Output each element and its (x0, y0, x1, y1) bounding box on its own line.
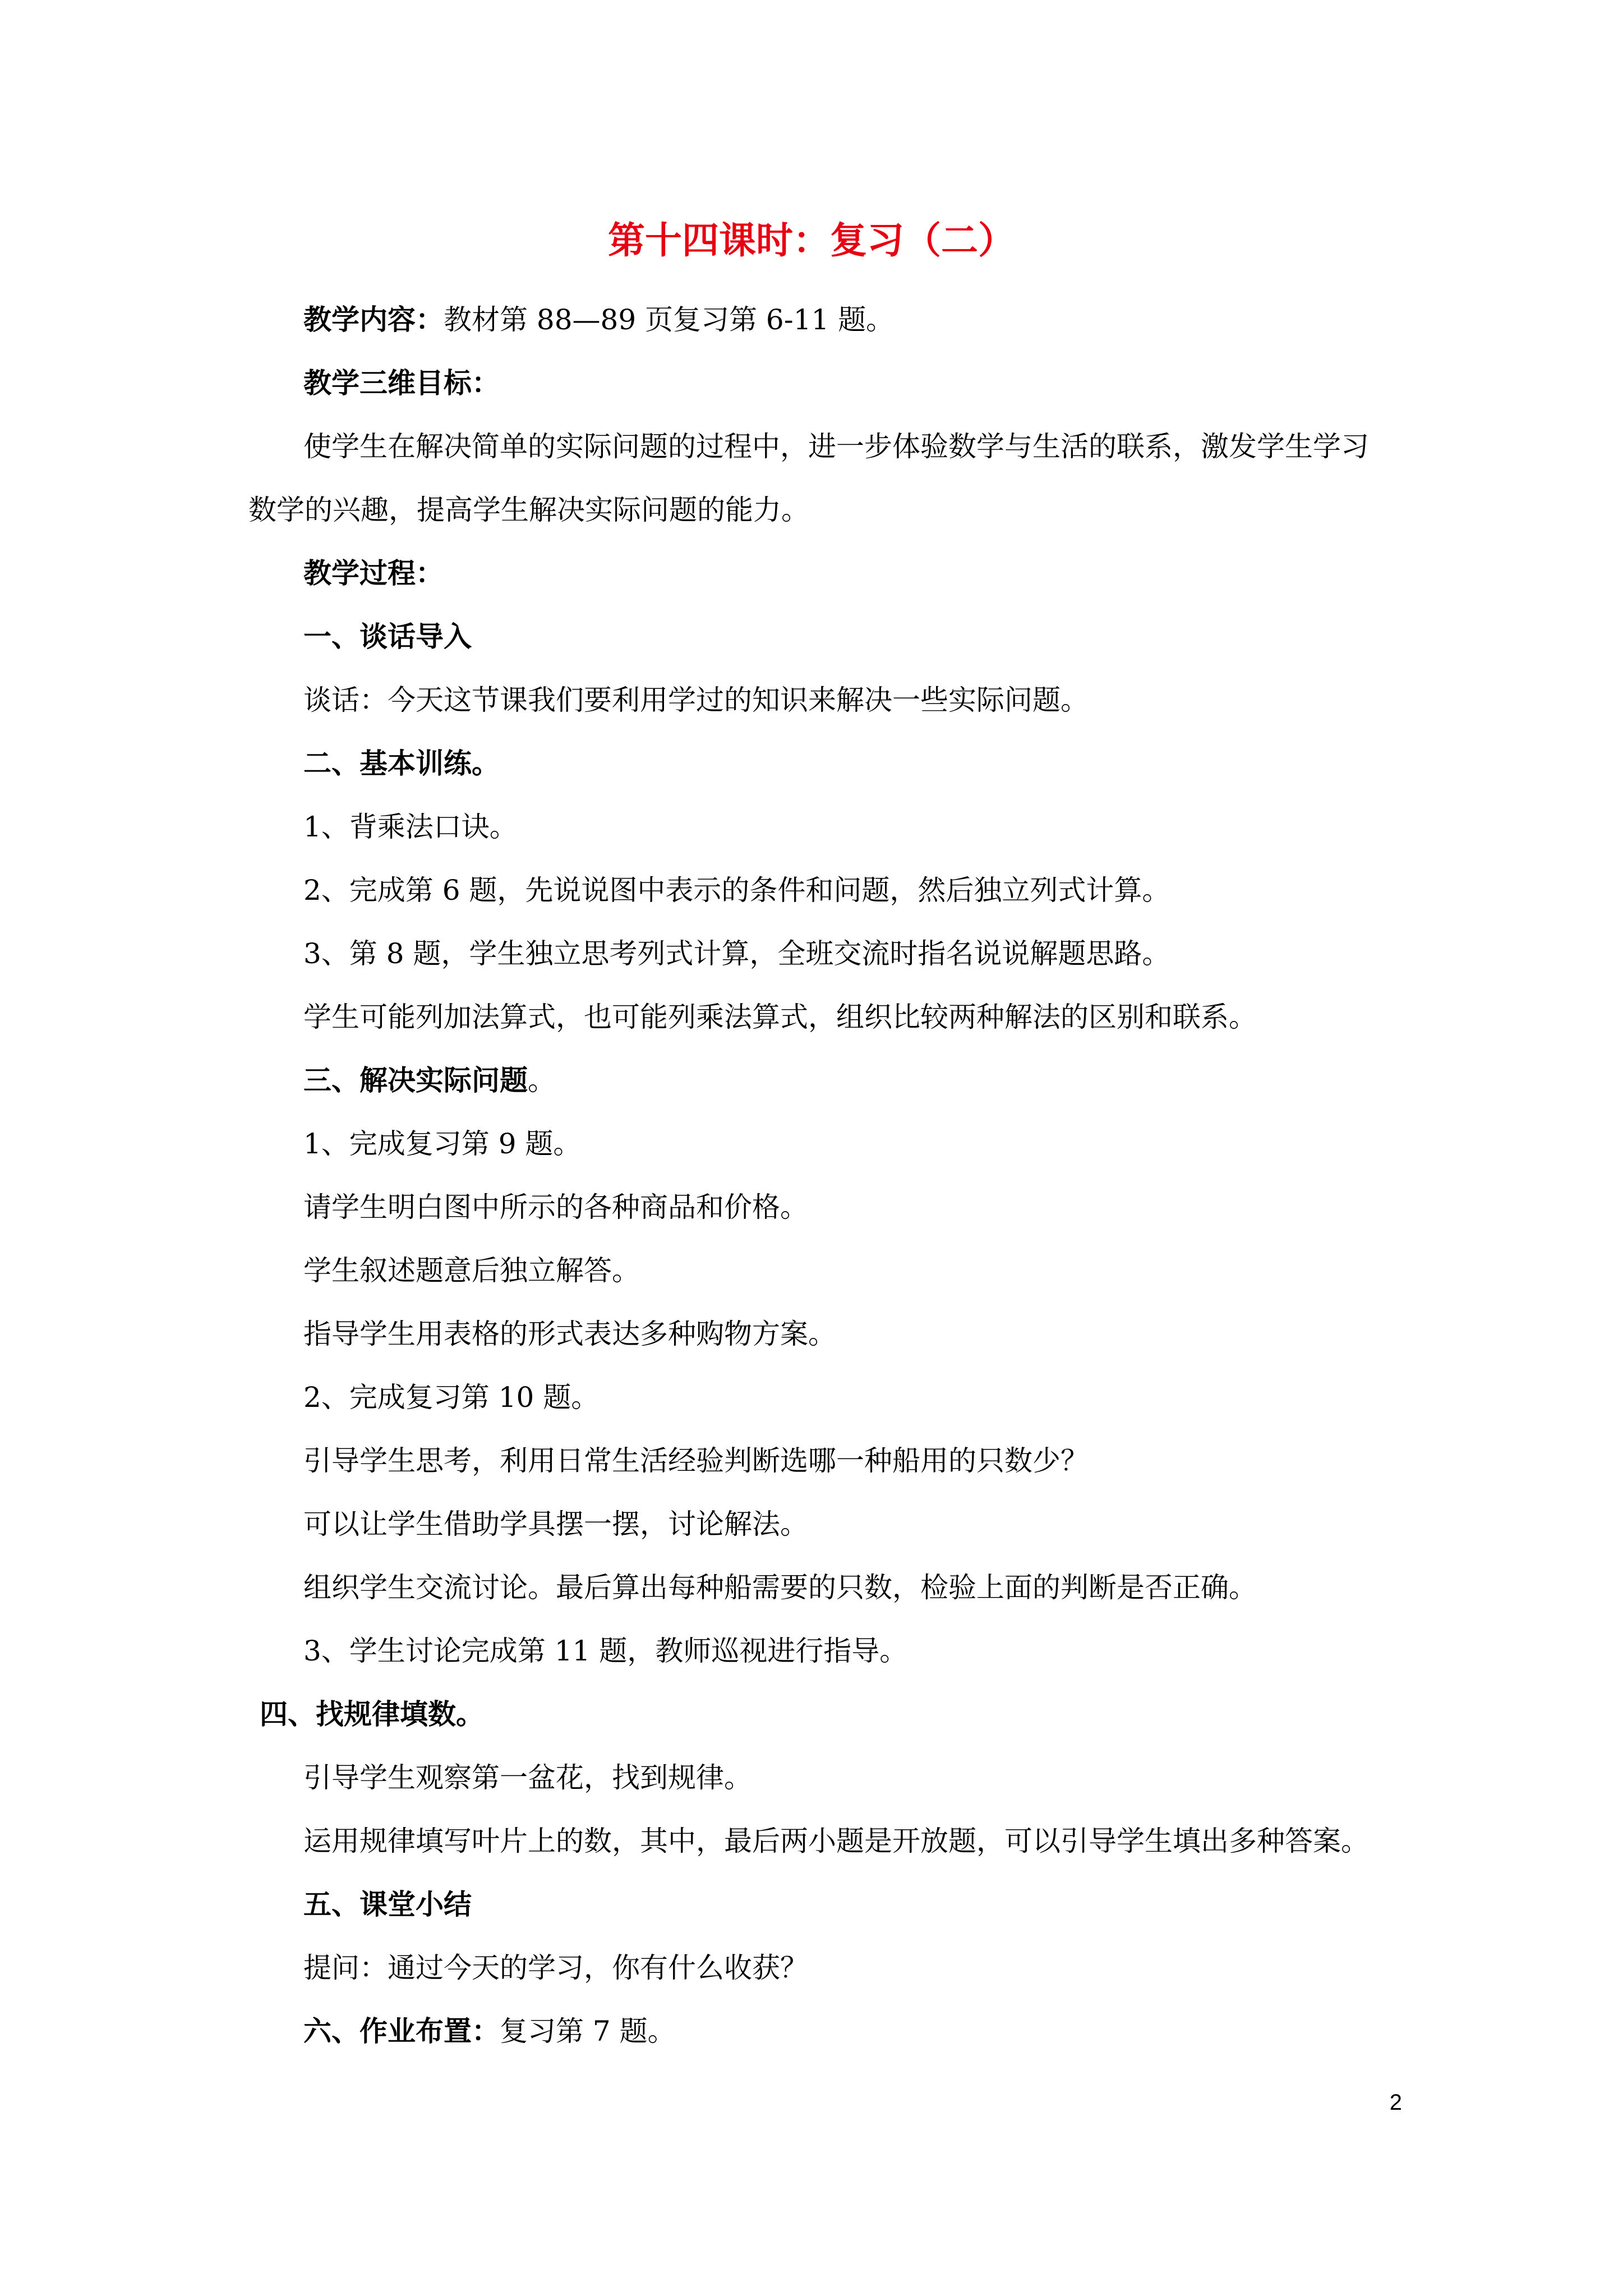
section-3-heading-period: 。 (528, 1064, 556, 1097)
section-3-item-1-a: 请学生明白图中所示的各种商品和价格。 (303, 1191, 808, 1223)
section-6-line (303, 2012, 676, 2051)
objectives-label: 教学三维目标： (303, 366, 500, 399)
teaching-content-line (303, 300, 894, 339)
section-2-item-1: 1、背乘法口诀。 (303, 811, 518, 843)
section-1-heading: 一、谈话导入 (303, 620, 472, 653)
section-2-heading: 二、基本训练。 (303, 747, 500, 780)
objectives-paragraph-line-2: 数学的兴趣，提高学生解决实际问题的能力。 (248, 494, 809, 526)
section-3-heading (303, 1061, 556, 1100)
page-number: 2 (1389, 2090, 1402, 2115)
section-4-text-2: 运用规律填写叶片上的数，其中，最后两小题是开放题，可以引导学生填出多种答案。 (303, 1825, 1369, 1857)
process-label: 教学过程： (303, 556, 444, 590)
section-5-text: 提问：通过今天的学习，你有什么收获？ (303, 1952, 808, 1984)
section-3-item-1: 1、完成复习第 9 题。 (303, 1128, 582, 1160)
section-3-item-3: 3、学生讨论完成第 11 题，教师巡视进行指导。 (303, 1635, 908, 1667)
section-3-heading-text: 三、解决实际问题 (303, 1064, 528, 1097)
section-6-label: 六、作业布置： (303, 2014, 500, 2047)
section-1-text: 谈话：今天这节课我们要利用学过的知识来解决一些实际问题。 (303, 684, 1089, 716)
section-3-item-2-a: 引导学生思考，利用日常生活经验判断选哪一种船用的只数少？ (303, 1444, 1089, 1477)
section-2-item-3-note: 学生可能列加法算式，也可能列乘法算式，组织比较两种解法的区别和联系。 (303, 1001, 1257, 1033)
section-3-item-1-c: 指导学生用表格的形式表达多种购物方案。 (303, 1318, 836, 1350)
section-2-item-3: 3、第 8 题，学生独立思考列式计算，全班交流时指名说说解题思路。 (303, 937, 1170, 970)
section-5-heading: 五、课堂小结 (303, 1888, 472, 1921)
objectives-paragraph-line-1: 使学生在解决简单的实际问题的过程中，进一步体验数学与生活的联系，激发学生学习 (303, 430, 1369, 463)
section-6-text: 复习第 7 题。 (500, 2015, 676, 2047)
section-3-item-2-b: 可以让学生借助学具摆一摆，讨论解法。 (303, 1508, 808, 1540)
section-4-heading: 四、找规律填数。 (260, 1697, 484, 1731)
teaching-content-text: 教材第 88—89 页复习第 6-11 题。 (444, 303, 895, 336)
teaching-content-label: 教学内容： (303, 303, 444, 336)
section-3-item-2: 2、完成复习第 10 题。 (303, 1381, 600, 1414)
section-4-text-1: 引导学生观察第一盆花，找到规律。 (303, 1761, 752, 1794)
section-3-item-1-b: 学生叙述题意后独立解答。 (303, 1254, 640, 1287)
section-3-item-2-c: 组织学生交流讨论。最后算出每种船需要的只数，检验上面的判断是否正确。 (303, 1571, 1257, 1604)
lesson-title: 第十四课时：复习（二） (608, 218, 1015, 262)
section-2-item-2: 2、完成第 6 题，先说说图中表示的条件和问题，然后独立列式计算。 (303, 874, 1170, 907)
